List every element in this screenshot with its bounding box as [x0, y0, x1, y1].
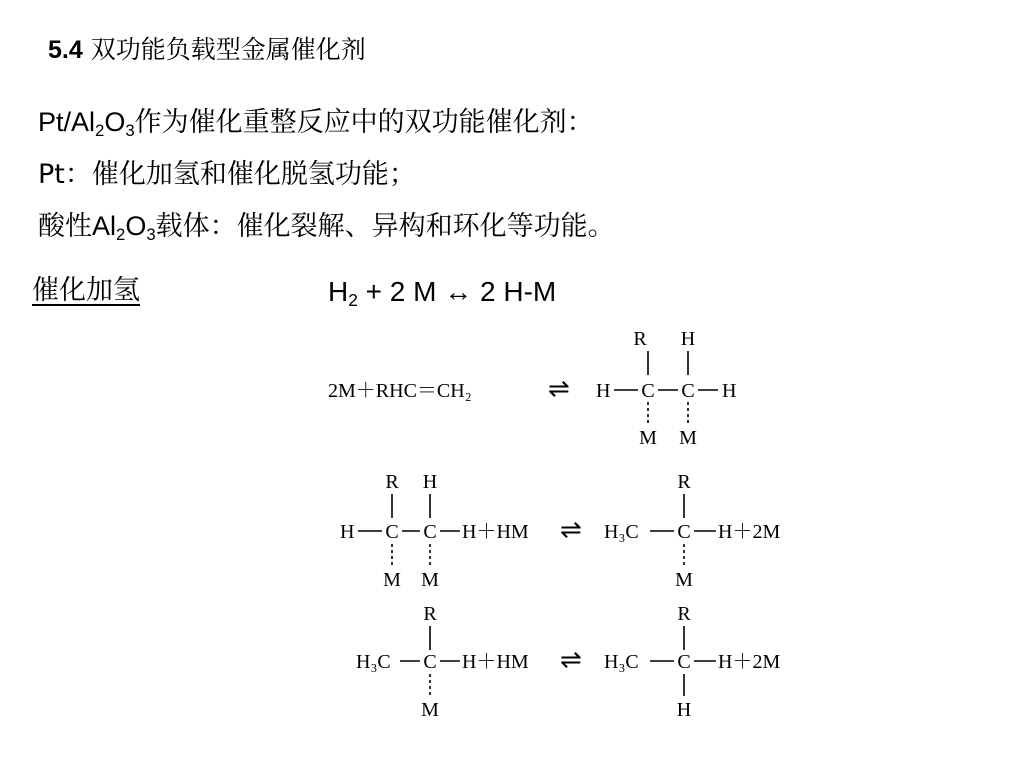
reaction-eq3	[356, 603, 780, 721]
eq3-r: R	[423, 603, 437, 625]
h2-dissociation-equation: $H_2 + 2$ M ↔ 2 H-M	[328, 276, 557, 311]
eq2-mid: H＋HM	[462, 521, 529, 543]
eq2-h-left: H	[340, 521, 355, 543]
eq1-r: R	[633, 328, 647, 350]
section-number: 5.4	[48, 36, 83, 64]
reaction-eq2	[340, 471, 780, 591]
eq2-r-prod: R	[677, 471, 691, 493]
eq2-m-prod: M	[675, 569, 693, 591]
line-support-function: 酸性$Al_2O_3$载体：催化裂解、异构和环化等功能。	[38, 211, 615, 245]
eq3-tail: H＋2M	[718, 651, 781, 673]
eq1-h-top: H	[680, 328, 696, 350]
eq2-m1: M	[383, 569, 401, 591]
eq1-c2: C	[681, 380, 695, 402]
section-hydrogenation-label: 催化加氢	[32, 275, 140, 306]
eq3-h3c-left: H₃C	[356, 651, 391, 673]
eq3-m: M	[421, 699, 439, 721]
eq3-r-prod: R	[677, 603, 691, 625]
eq2-h3c: H₃C	[604, 521, 639, 543]
eq1-lhs: 2M＋RHC＝CH₂	[328, 380, 472, 402]
eq2-m2: M	[421, 569, 439, 591]
line-pt-al2o3: $Pt/Al_2O_3$作为催化重整反应中的双功能催化剂：	[38, 107, 594, 141]
eq1-m2: M	[679, 427, 697, 449]
eq1-h-right: H	[722, 380, 737, 402]
eq2-c1: C	[385, 521, 399, 543]
eq3-h3c-right: H₃C	[604, 651, 639, 673]
eq1-h-left: H	[596, 380, 611, 402]
eq3-arrow: ⇌	[560, 645, 582, 674]
eq2-r: R	[385, 471, 399, 493]
eq1-c1: C	[641, 380, 655, 402]
line-pt-function: Pt：催化加氢和催化脱氢功能；	[38, 159, 416, 190]
eq2-c: C	[677, 521, 691, 543]
eq3-c: C	[423, 651, 437, 673]
title-text: 双功能负载型金属催化剂	[90, 35, 366, 64]
eq2-h-top: H	[422, 471, 438, 493]
eq2-arrow: ⇌	[560, 515, 582, 544]
eq1-m1: M	[639, 427, 657, 449]
reaction-eq1	[328, 328, 736, 449]
eq1-arrow: ⇌	[548, 374, 570, 403]
eq2-c2: C	[423, 521, 437, 543]
eq3-mid: H＋HM	[462, 651, 529, 673]
eq2-tail: H＋2M	[718, 521, 781, 543]
eq3-c-prod: C	[677, 651, 691, 673]
eq3-h-bottom: H	[676, 699, 692, 721]
